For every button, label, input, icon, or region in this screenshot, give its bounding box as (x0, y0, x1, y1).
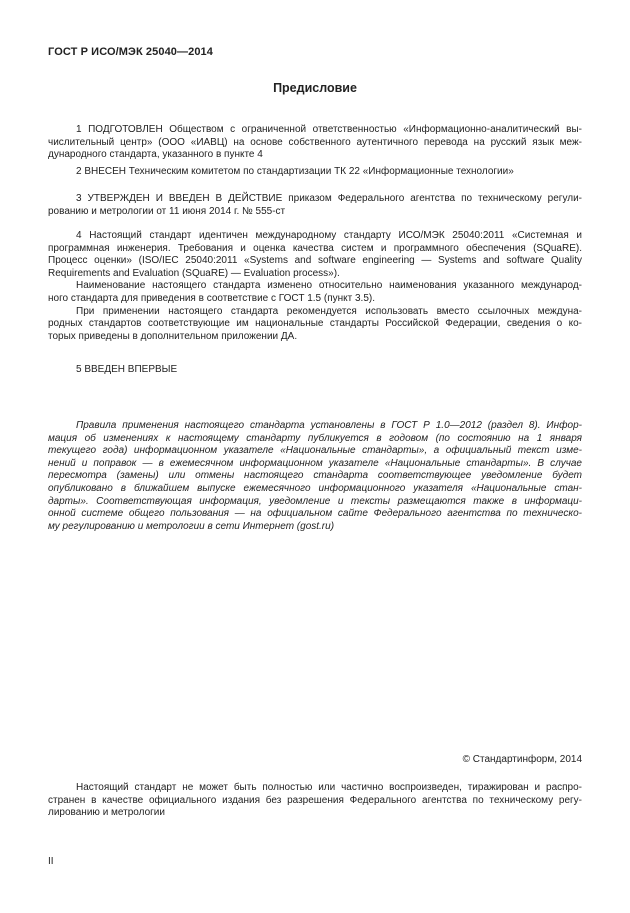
text-line: нений и поправок — в ежемесячном информационном указателе «Национальные стандарты». В случае (48, 457, 582, 469)
text-line: 3 УТВЕРЖДЕН И ВВЕДЕН В ДЕЙСТВИЕ приказом Федерального агентства по техническому регули- (76, 193, 582, 204)
text-line: пересмотра (замены) или отмены настоящего стандарта соответствующее уведомление будет (48, 470, 582, 482)
text-line: 5 ВВЕДЕН ВПЕРВЫЕ (76, 364, 178, 375)
text-line: дарты». Соответствующая информация, уведомление и тексты размещаются также в информаци- (48, 495, 582, 507)
page-title: Предисловие (273, 81, 357, 95)
text-line: лированию и метрологии (48, 807, 165, 819)
paragraph-4-identical (48, 230, 582, 343)
text-line: 2 ВНЕСЕН Техническим комитетом по стандартизации ТК 22 «Информационные технологии» (76, 166, 514, 177)
text-line: 4 Настоящий стандарт идентичен международному стандарту ИСО/МЭК 25040:2011 «Системная и (76, 230, 582, 241)
page-number: II (48, 856, 54, 867)
text-line: опубликовано в ближайшем выпуске ежемесячного информационного указателя «Национальные стан- (48, 482, 582, 494)
text-line: рованию и метрологии от 11 июня 2014 г. № 555-ст (48, 205, 286, 217)
text-line: числительный центр» (ООО «ИАВЦ) на основе собственного аутентичного перевода на русский язык меж- (48, 136, 582, 148)
text-line: Настоящий стандарт не может быть полностью или частично воспроизведен, тиражирован и распро- (76, 782, 582, 793)
text-line: дународного стандарта, указанного в пункте 4 (48, 149, 263, 161)
text-line: онной системе общего пользования — на официальном сайте Федерального агентства по техническо- (48, 508, 582, 520)
reproduction-statement (48, 782, 582, 820)
text-line: Requirements and Evaluation (SQuaRE) — Evaluation process»). (48, 267, 340, 279)
text-line: 1 ПОДГОТОВЛЕН Обществом с ограниченной ответственностью «Информационно-аналитический вы- (76, 124, 582, 135)
text-line: ного стандарта для приведения в соответствие с ГОСТ 1.5 (пункт 3.5). (48, 292, 376, 304)
paragraph-2-introduced (48, 166, 582, 179)
text-line: Правила применения настоящего стандарта установлены в ГОСТ Р 1.0—2012 (раздел 8). Инфор- (76, 420, 582, 431)
text-line: Наименование настоящего стандарта изменено относительно наименования указанного международ- (76, 280, 582, 292)
copyright-notice: © Стандартинформ, 2014 (462, 754, 582, 765)
text-line: родных стандартов соответствующие им национальные стандарты Российской Федерации, сведения о ко- (48, 318, 582, 330)
text-line: программная инженерия. Требования и оценка качества систем и программного обеспечения (SQuaRE). (48, 242, 582, 254)
paragraph-5-first-introduced (48, 364, 582, 377)
document-id-header: ГОСТ Р ИСО/МЭК 25040—2014 (48, 46, 213, 58)
text-line: Процесс оценки» (ISO/IEC 25040:2011 «Systems and software engineering — Systems and software Quality (48, 255, 582, 267)
paragraph-3-approved (48, 193, 582, 218)
text-line: мация об изменениях к настоящему стандарту публикуется в годовом (по состоянию на 1 января (48, 432, 582, 444)
text-line: торых приведены в дополнительном приложении ДА. (48, 330, 298, 342)
text-line: странен в качестве официального издания без разрешения Федерального агентства по техническому регу- (48, 794, 582, 806)
text-line: текущего года) информационном указателе «Национальные стандарты», а официальный текст изме- (48, 445, 582, 457)
text-line: При применении настоящего стандарта рекомендуется использовать вместо ссылочных междуна- (76, 305, 582, 317)
application-rules-notice (48, 420, 582, 533)
paragraph-1-prepared (48, 124, 582, 162)
text-line: му регулированию и метрологии в сети Интернет (gost.ru) (48, 520, 335, 532)
